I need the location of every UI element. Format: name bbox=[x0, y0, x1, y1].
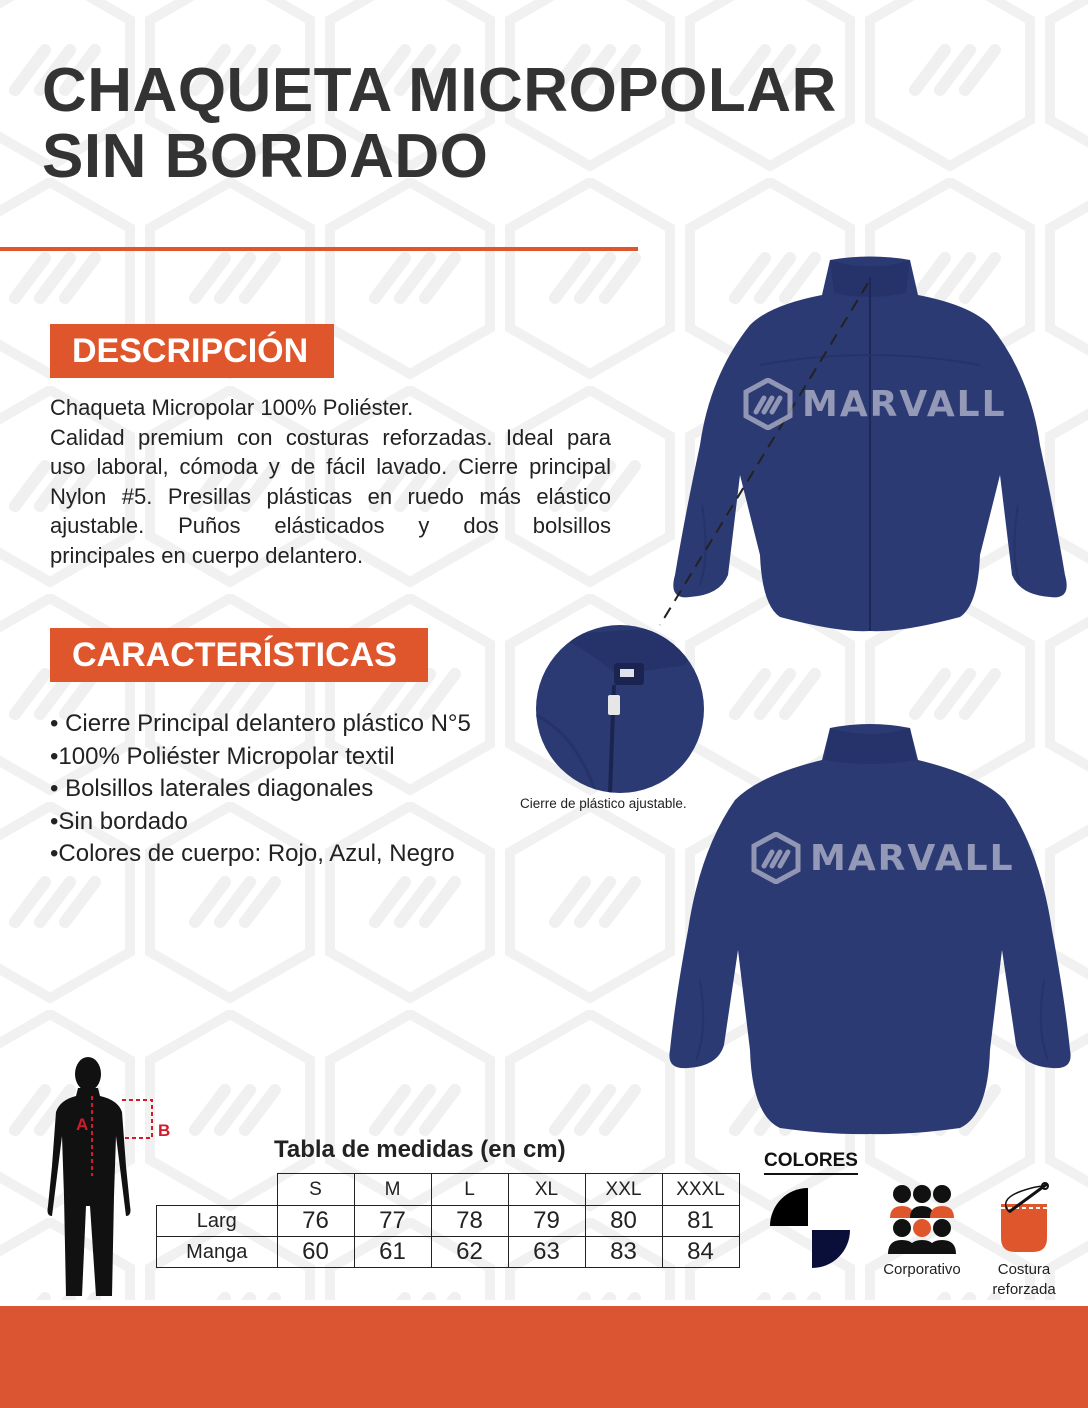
table-row bbox=[157, 1206, 740, 1237]
people-group-icon bbox=[882, 1182, 962, 1254]
detail-caption: Cierre de plástico ajustable. bbox=[520, 796, 687, 811]
footer-bar bbox=[0, 1306, 1088, 1408]
table-cell: 78 bbox=[431, 1206, 508, 1237]
feature-item: •Sin bordado bbox=[50, 807, 188, 835]
corporate-label: Corporativo bbox=[883, 1261, 961, 1278]
size-header: XL bbox=[508, 1174, 585, 1206]
title-line-1: CHAQUETA MICROPOLAR bbox=[42, 56, 837, 125]
size-table-title: Tabla de medidas (en cm) bbox=[274, 1136, 566, 1163]
measure-label-b: B bbox=[158, 1121, 171, 1140]
title-divider bbox=[0, 247, 638, 251]
table-cell: 63 bbox=[508, 1237, 585, 1268]
seam-label-line-2: reforzada bbox=[992, 1281, 1056, 1298]
description-body bbox=[50, 393, 611, 570]
corporate-feature bbox=[874, 1182, 970, 1280]
title-line-2: SIN BORDADO bbox=[42, 122, 489, 191]
size-header-row bbox=[157, 1174, 740, 1206]
colors-title: COLORES bbox=[764, 1150, 858, 1175]
jacket-front-image bbox=[640, 255, 1080, 640]
color-swatch-navy bbox=[812, 1230, 850, 1268]
table-cell: 80 bbox=[585, 1206, 662, 1237]
features-list bbox=[50, 708, 471, 871]
table-corner bbox=[157, 1174, 278, 1206]
size-header: L bbox=[431, 1174, 508, 1206]
color-swatch-black bbox=[770, 1188, 808, 1226]
table-row bbox=[157, 1237, 740, 1268]
table-cell: 81 bbox=[662, 1206, 739, 1237]
table-cell: 61 bbox=[354, 1237, 431, 1268]
color-swatches bbox=[768, 1186, 852, 1268]
feature-item: •Colores de cuerpo: Rojo, Azul, Negro bbox=[50, 840, 455, 867]
description-line: Chaqueta Micropolar 100% Poliéster. bbox=[50, 395, 414, 420]
table-cell: 79 bbox=[508, 1206, 585, 1237]
description-line: Calidad premium con costuras reforzadas. Ideal para bbox=[50, 424, 611, 450]
description-line: uso laboral, cómoda y de fácil lavado. Cierre principal bbox=[50, 454, 611, 479]
measure-label-a: A bbox=[76, 1115, 89, 1134]
description-line: Nylon #5. Presillas plásticas en ruedo más elástico bbox=[50, 483, 611, 509]
size-header: XXL bbox=[585, 1174, 662, 1206]
reinforced-seam-feature bbox=[984, 1182, 1064, 1300]
table-cell: 76 bbox=[277, 1206, 354, 1237]
size-table bbox=[156, 1173, 740, 1268]
jacket-back-image bbox=[660, 720, 1085, 1135]
features-heading: CARACTERÍSTICAS bbox=[50, 628, 428, 682]
sewing-needle-icon bbox=[989, 1182, 1059, 1254]
description-line: principales en cuerpo delantero. bbox=[50, 542, 364, 568]
row-label: Manga bbox=[157, 1237, 278, 1268]
watermark-text: MARVALL bbox=[810, 837, 1015, 879]
table-cell: 84 bbox=[662, 1237, 739, 1268]
size-header: M bbox=[354, 1174, 431, 1206]
table-cell: 60 bbox=[277, 1237, 354, 1268]
description-heading: DESCRIPCIÓN bbox=[50, 324, 334, 378]
marvall-logo-icon bbox=[742, 378, 794, 430]
seam-label-line-1: Costura bbox=[997, 1261, 1051, 1278]
size-header: XXXL bbox=[662, 1174, 739, 1206]
page-title bbox=[42, 58, 837, 190]
feature-item: • Bolsillos laterales diagonales bbox=[50, 775, 374, 802]
table-cell: 62 bbox=[431, 1237, 508, 1268]
feature-item: • Cierre Principal delantero plástico N°5 bbox=[50, 710, 471, 737]
size-header: S bbox=[277, 1174, 354, 1206]
watermark-text: MARVALL bbox=[802, 383, 1007, 425]
feature-item: •100% Poliéster Micropolar textil bbox=[50, 742, 395, 770]
table-cell: 83 bbox=[585, 1237, 662, 1268]
brand-watermark bbox=[750, 832, 1015, 884]
row-label: Larg bbox=[157, 1206, 278, 1237]
description-line: ajustable. Puños elásticados y dos bolsillos bbox=[50, 513, 611, 538]
marvall-logo-icon bbox=[750, 832, 802, 884]
brand-watermark bbox=[742, 378, 1007, 430]
table-cell: 77 bbox=[354, 1206, 431, 1237]
